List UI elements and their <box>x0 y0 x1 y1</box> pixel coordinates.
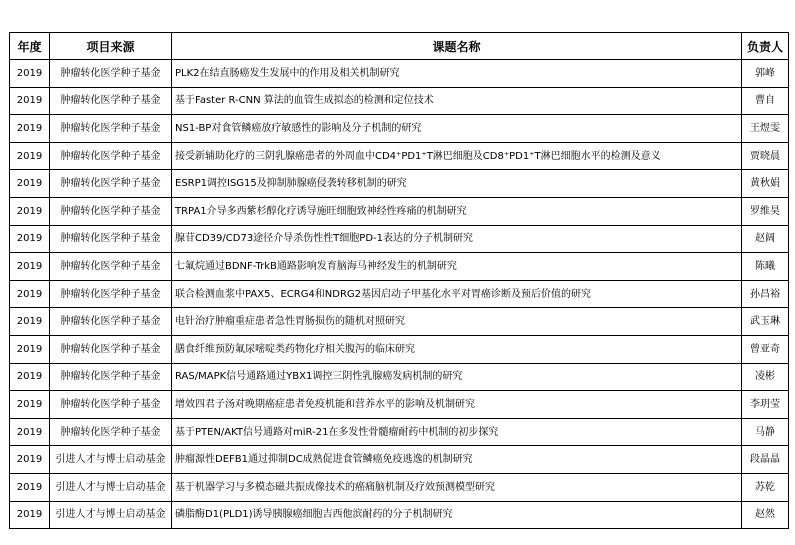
cell-year: 2019 <box>10 197 50 225</box>
table-row <box>10 446 789 474</box>
cell-source: 肿瘤转化医学种子基金 <box>50 280 172 308</box>
cell-title: 接受新辅助化疗的三阴乳腺癌患者的外周血中CD4⁺PD1⁺T淋巴细胞及CD8⁺PD1⁺T淋巴细胞水平的检测及意义 <box>172 142 742 170</box>
cell-source: 肿瘤转化医学种子基金 <box>50 225 172 253</box>
cell-title: 磷脂酶D1(PLD1)诱导胰腺癌细胞吉西他滨耐药的分子机制研究 <box>172 501 742 529</box>
cell-owner: 马静 <box>742 418 789 446</box>
cell-title: PLK2在结直肠癌发生发展中的作用及相关机制研究 <box>172 60 742 88</box>
cell-owner: 陈曦 <box>742 253 789 281</box>
header-row <box>10 33 789 60</box>
table-row <box>10 473 789 501</box>
cell-year: 2019 <box>10 225 50 253</box>
cell-year: 2019 <box>10 391 50 419</box>
cell-source: 引进人才与博士启动基金 <box>50 501 172 529</box>
cell-source: 肿瘤转化医学种子基金 <box>50 142 172 170</box>
cell-source: 肿瘤转化医学种子基金 <box>50 115 172 143</box>
cell-source: 引进人才与博士启动基金 <box>50 473 172 501</box>
cell-title: RAS/MAPK信号通路通过YBX1调控三阴性乳腺癌发病机制的研究 <box>172 363 742 391</box>
table-row <box>10 225 789 253</box>
cell-title: 基于机器学习与多模态磁共振成像技术的癌痛脑机制及疗效预测模型研究 <box>172 473 742 501</box>
cell-owner: 曾亚奇 <box>742 335 789 363</box>
cell-title: 腺苷CD39/CD73途径介导杀伤性性T细胞PD-1表达的分子机制研究 <box>172 225 742 253</box>
table-row <box>10 335 789 363</box>
cell-title: 基于PTEN/AKT信号通路对miR-21在多发性骨髓瘤耐药中机制的初步探究 <box>172 418 742 446</box>
cell-year: 2019 <box>10 253 50 281</box>
cell-year: 2019 <box>10 308 50 336</box>
cell-year: 2019 <box>10 60 50 88</box>
cell-owner: 罗维昊 <box>742 197 789 225</box>
table-body <box>10 60 789 529</box>
cell-owner: 凌彬 <box>742 363 789 391</box>
cell-owner: 李玥莹 <box>742 391 789 419</box>
cell-source: 肿瘤转化医学种子基金 <box>50 253 172 281</box>
table-row <box>10 115 789 143</box>
cell-source: 肿瘤转化医学种子基金 <box>50 170 172 198</box>
cell-year: 2019 <box>10 446 50 474</box>
cell-source: 肿瘤转化医学种子基金 <box>50 60 172 88</box>
cell-title: ESRP1调控ISG15及抑制肺腺癌侵袭转移机制的研究 <box>172 170 742 198</box>
cell-title: 七氟烷通过BDNF-TrkB通路影响发育脑海马神经发生的机制研究 <box>172 253 742 281</box>
cell-title: 联合检测血浆中PAX5、ECRG4和NDRG2基因启动子甲基化水平对胃癌诊断及预后价值的研究 <box>172 280 742 308</box>
cell-source: 肿瘤转化医学种子基金 <box>50 363 172 391</box>
cell-owner: 孙昌裕 <box>742 280 789 308</box>
project-table <box>9 32 789 529</box>
cell-source: 肿瘤转化医学种子基金 <box>50 391 172 419</box>
table-row <box>10 363 789 391</box>
cell-owner: 王煜雯 <box>742 115 789 143</box>
cell-source: 肿瘤转化医学种子基金 <box>50 197 172 225</box>
table-row <box>10 142 789 170</box>
cell-source: 肿瘤转化医学种子基金 <box>50 87 172 115</box>
cell-owner: 贾晓晨 <box>742 142 789 170</box>
cell-title: NS1-BP对食管鳞癌放疗敏感性的影响及分子机制的研究 <box>172 115 742 143</box>
cell-owner: 曹自 <box>742 87 789 115</box>
cell-year: 2019 <box>10 473 50 501</box>
header-year: 年度 <box>10 33 50 60</box>
cell-source: 肿瘤转化医学种子基金 <box>50 418 172 446</box>
header-source: 项目来源 <box>50 33 172 60</box>
cell-title: 电针治疗肿瘤重症患者急性胃肠损伤的随机对照研究 <box>172 308 742 336</box>
cell-owner: 郭峰 <box>742 60 789 88</box>
cell-year: 2019 <box>10 280 50 308</box>
header-title: 课题名称 <box>172 33 742 60</box>
cell-source: 引进人才与博士启动基金 <box>50 446 172 474</box>
table-row <box>10 170 789 198</box>
cell-year: 2019 <box>10 501 50 529</box>
cell-title: 基于Faster R-CNN 算法的血管生成拟态的检测和定位技术 <box>172 87 742 115</box>
cell-year: 2019 <box>10 87 50 115</box>
cell-owner: 段晶晶 <box>742 446 789 474</box>
table-row <box>10 253 789 281</box>
table-row <box>10 87 789 115</box>
cell-owner: 武玉琳 <box>742 308 789 336</box>
cell-title: 肿瘤源性DEFB1通过抑制DC成熟促进食管鳞癌免疫逃逸的机制研究 <box>172 446 742 474</box>
table-row <box>10 501 789 529</box>
cell-year: 2019 <box>10 335 50 363</box>
cell-source: 肿瘤转化医学种子基金 <box>50 308 172 336</box>
cell-year: 2019 <box>10 170 50 198</box>
header-owner: 负责人 <box>742 33 789 60</box>
cell-title: 增效四君子汤对晚期癌症患者免疫机能和营养水平的影响及机制研究 <box>172 391 742 419</box>
table-row <box>10 280 789 308</box>
cell-year: 2019 <box>10 363 50 391</box>
cell-owner: 黄秋娟 <box>742 170 789 198</box>
table-row <box>10 197 789 225</box>
table-row <box>10 308 789 336</box>
cell-owner: 苏乾 <box>742 473 789 501</box>
cell-owner: 赵阔 <box>742 225 789 253</box>
cell-year: 2019 <box>10 142 50 170</box>
table-row <box>10 391 789 419</box>
cell-title: 膳食纤维预防氟尿嘧啶类药物化疗相关腹泻的临床研究 <box>172 335 742 363</box>
cell-owner: 赵然 <box>742 501 789 529</box>
cell-source: 肿瘤转化医学种子基金 <box>50 335 172 363</box>
cell-title: TRPA1介导多西紫杉醇化疗诱导施旺细胞致神经性疼痛的机制研究 <box>172 197 742 225</box>
cell-year: 2019 <box>10 115 50 143</box>
table-row <box>10 60 789 88</box>
table-row <box>10 418 789 446</box>
cell-year: 2019 <box>10 418 50 446</box>
